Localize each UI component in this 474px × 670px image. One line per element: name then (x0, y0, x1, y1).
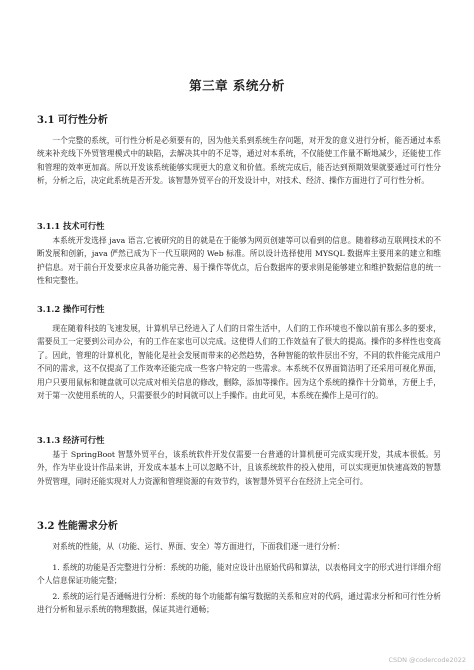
section-3-1-2-body: 现在随着科技的飞速发展，计算机早已经进入了人们的日常生活中，人们的工作环境也不像以前有那么多的要求，需要员工一定要到公司办公，有的工作在家也可以完成。这使得人们的工作效益有了很大的提高。操作的多样性也变高了。因此，管理的计算机化，智能化是社会发展而带来的必然趋势，各种智能的软件层出不穷，不同的软件能完成用户不同的需求，这不仅提高了工作效率还能完成一些客户特定的一些需求。本系统不仅界面简洁明了还采用可视化界面，用户只要用鼠标和键盘就可以完成对相关信息的修改，删除，添加等操作。因为这个系统的操作十分简单，方便上手，对于第一次使用系统的人，只需要很少的时间就可以上手操作。由此可见，本系统在操作上是可行的。 (37, 324, 441, 401)
watermark-text: CSDN @codercode2022 (388, 656, 466, 664)
section-3-2-item-1: 1. 系统的功能是否完整进行分析：系统的功能，能对应设计出原始代码和算法，以表格同文字的形式进行详细介绍个人信息保证功能完整； (37, 563, 441, 586)
section-3-2-intro: 对系统的性能，从（功能、运行、界面、安全）等方面进行，下面我们逐一进行分析： (52, 542, 345, 551)
section-3-1-3-body: 基于 SpringBoot 智慧外贸平台，该系统软件开发仅需要一台普通的计算机便可完成实现开发，其成本很低。另外，作为毕业设计作品来讲，开发成本基本上可以忽略不计，且该系统软件的投入使用，可以实现更加快速高效的智慧外贸管理，同时还能实现对人力资源和管理资源的有效节约，该智慧外贸平台在经济上完全可行。 (37, 450, 441, 486)
section-3-1-3-heading: 3.1.3 经济可行性 (37, 435, 105, 445)
section-3-1-2-heading: 3.1.2 操作可行性 (37, 304, 105, 314)
chapter-title: 第三章 系统分析 (189, 78, 285, 93)
section-3-2-heading: 3.2 性能需求分析 (37, 521, 118, 532)
section-3-1-1-heading: 3.1.1 技术可行性 (37, 221, 105, 231)
section-3-1-heading: 3.1 可行性分析 (37, 115, 108, 126)
section-3-1-intro: 一个完整的系统，可行性分析是必须要有的，因为他关系到系统生存问题，对开发的意义进行分析，能否通过本系统来补充线下外贸管理模式中的缺陷，去解决其中的不足等，通过对本系统，不仅能使工作量不断地减少，还能使工作和管理的效率更加高。所以开发该系统能够实现更大的意义和价值。系统完成后，能否达到预期效果就要通过可行性分析，分析之后，决定此系统是否开发。该智慧外贸平台的开发设计中，对技术、经济、操作方面进行了可行性分析。 (37, 136, 441, 186)
section-3-2-item-2: 2. 系统的运行是否通畅进行分析：系统的每个功能都有编写数据的关系和应对的代码，通过需求分析和可行性分析进行分析和显示系统的物理数据，保证其进行通畅； (37, 592, 441, 615)
section-3-1-1-body: 本系统开发选择 java 语言,它被研究的目的就是在于能够为网页创建等可以看到的信息。随着移动互联网技术的不断发展和创新，java 俨然已成为下一代互联网的 Web 标准。所以设计选择使用 MYSQL 数据库主要用来的建立和维护信息。对于前台开发要求应具备功能完善、易于操作等优点，后台数据库的要求则是能够建立和维护数据信息的统一性和完整性。 (37, 236, 441, 286)
